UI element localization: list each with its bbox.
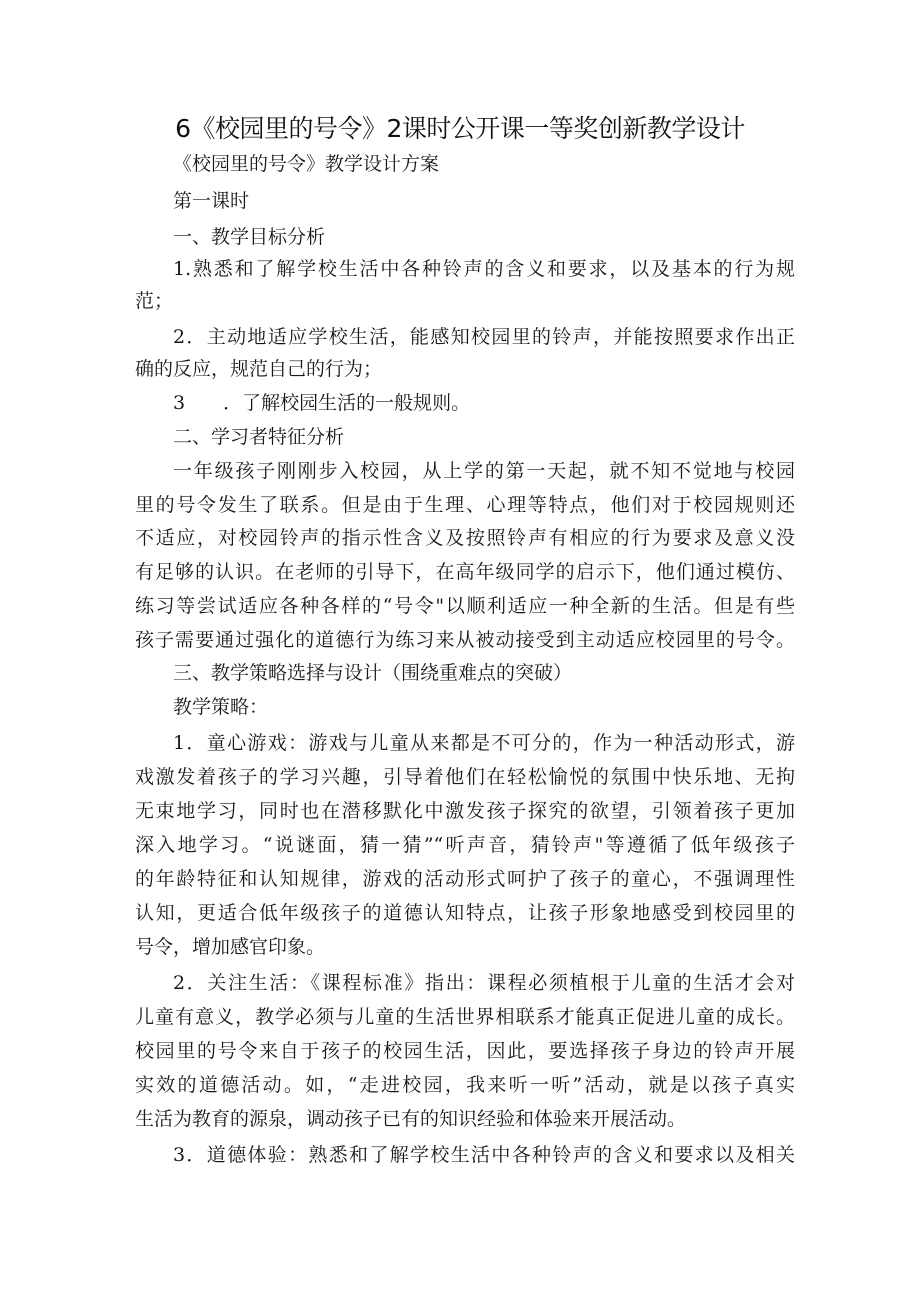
text-line: 3．道德体验：熟悉和了解学校生活中各种铃声的含义和要求以及相关 [173,1144,795,1166]
section-heading: 三、教学策略选择与设计（围绕重难点的突破） [173,662,573,684]
text-line: 认知，更适合低年级孩子的道德认知特点，让孩子形象地感受到校园里的 [135,902,795,924]
text-line: 1.熟悉和了解学校生活中各种铃声的含义和要求，以及基本的行为规 [173,258,795,280]
text-line: 1．童心游戏：游戏与儿童从来都是不可分的，作为一种活动形式，游 [173,732,795,754]
text-line: 深入地学习。“说谜面，猜一猜”“听声音，猜铃声"等遵循了低年级孩子 [135,834,795,856]
doc-subtitle: 《校园里的号令》教学设计方案 [173,153,440,175]
document-title: 6《校园里的号令》2课时公开课一等奖创新教学设计 [175,114,745,143]
text-line: 里的号令发生了联系。但是由于生理、心理等特点，他们对于校园规则还 [135,494,795,516]
section-heading: 二、学习者特征分析 [173,426,345,448]
text-line: 戏激发着孩子的学习兴趣，引导着他们在轻松愉悦的氛围中快乐地、无拘 [135,766,795,788]
text-line: 孩子需要通过强化的道德行为练习来从被动接受到主动适应校园里的号令。 [135,629,795,651]
text-line: 一年级孩子刚刚步入校园，从上学的第一天起，就不知不觉地与校园 [173,460,795,482]
text-line: 练习等尝试适应各种各样的“号令"以顺利适应一种全新的生活。但是有些 [135,595,795,617]
text-line: 有足够的认识。在老师的引导下，在高年级同学的启示下，他们通过模仿、 [135,561,795,583]
text-line: 教学策略： [173,696,269,718]
text-line: 范； [135,290,174,312]
lesson-heading: 第一课时 [173,190,250,212]
text-line: 号令，增加感官印象。 [135,936,326,958]
text-line: 儿童有意义，教学必须与儿童的生活世界相联系才能真正促进儿童的成长。 [135,1006,795,1028]
text-line: 3 ．了解校园生活的一般规则。 [173,392,471,414]
text-line: 生活为教育的源泉，调动孩子已有的知识经验和体验来开展活动。 [135,1108,687,1130]
text-line: 2．主动地适应学校生活，能感知校园里的铃声，并能按照要求作出正 [173,326,795,348]
text-line: 不适应，对校园铃声的指示性含义及按照铃声有相应的行为要求及意义没 [135,527,795,549]
text-line: 无束地学习，同时也在潜移默化中激发孩子探究的欲望，引领着孩子更加 [135,800,795,822]
text-line: 实效的道德活动。如，“走进校园，我来听一听”活动，就是以孩子真实 [135,1074,795,1096]
text-line: 2．关注生活：《课程标准》指出：课程必须植根于儿童的生活才会对 [173,972,795,994]
text-line: 校园里的号令来自于孩子的校园生活，因此，要选择孩子身边的铃声开展 [135,1040,795,1062]
text-line: 的年龄特征和认知规律，游戏的活动形式呵护了孩子的童心，不强调理性 [135,868,795,890]
text-line: 确的反应，规范自己的行为； [135,358,383,380]
section-heading: 一、教学目标分析 [173,226,326,248]
